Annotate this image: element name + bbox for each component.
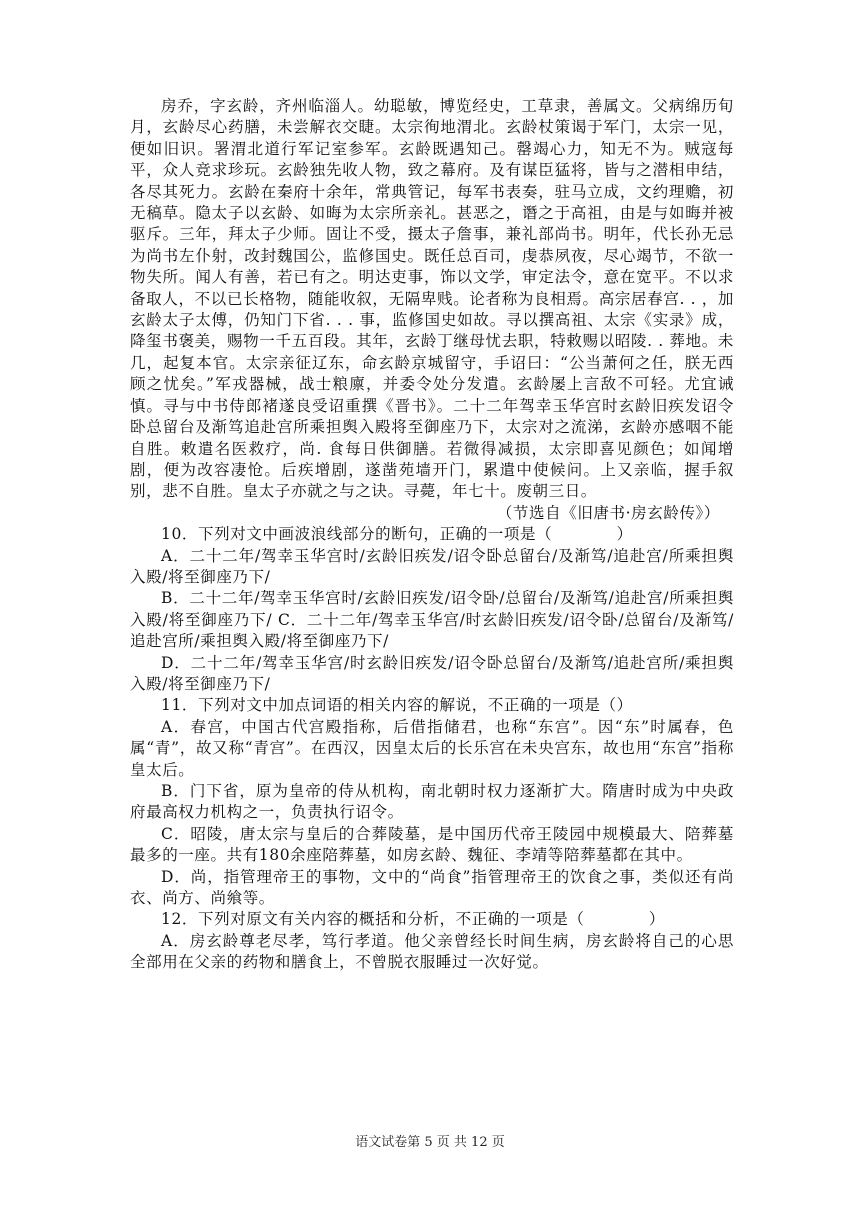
question-option: B．二十二年/驾幸玉华宫时/玄龄旧疾发/诏令卧/总留台/及渐笃/追赴宫/所乘担舆入殿/将至御座乃下/ C．二十二年/驾幸玉华宫/时玄龄旧疾发/诏令卧/总留台/及渐笃/追赴宫所/乘担舆入殿/将至御座乃下/ <box>130 589 734 651</box>
question-stem: 12．下列对原文有关内容的概括和分析，不正确的一项是（ ） <box>161 910 665 929</box>
question-12 <box>130 909 734 973</box>
question-option: D．二十二年/驾幸玉华宫/时玄龄旧疾发/诏令卧总留台/及渐笃/追赴宫所/乘担舆入殿/将至御座乃下/ <box>130 653 734 693</box>
page-footer: 语文试卷第 5 页 共 12 页 <box>355 1135 505 1150</box>
question-option: D．尚，指管理帝王的事物，文中的“尚食”指管理帝王的饮食之事，类似还有尚衣、尚方、尚飨等。 <box>130 867 734 908</box>
passage-text: 房乔，字玄龄，齐州临淄人。幼聪敏，博览经史，工草隶，善属文。父病绵历旬月，玄龄尽心药膳，未尝解衣交睫。太宗徇地渭北。玄龄杖策谒于军门，太宗一见，便如旧识。署渭北道行军记室参军。玄龄既遇知己。罄竭心力，知无不为。贼寇每平，众人竞求珍玩。玄龄独先收人物，致之幕府。及有谋臣猛将，皆与之潜相申结，各尽其死力。玄龄在秦府十余年，常典管记，每军书表奏，驻马立成，文约理赡，初无稿草。隐太子以玄龄、如晦为太宗所亲礼。甚恶之，谮之于高祖，由是与如晦并被驱斥。三年，拜太子少师。固让不受，摄太子詹事，兼礼部尚书。明年，代长孙无忌为尚书左仆射，改封魏国公，监修国史。既任总百司，虔恭夙夜，尽心竭节，不欲一物失所。闻人有善，若已有之。明达吏事，饰以文学，审定法令，意在宽平。不以求备取人，不以已长格物，随能收叙，无隔卑贱。论者称为良相焉。高宗居春宫. . ，加玄龄太子太傅，仍知门下省. . . 事，监修国史如故。寻以撰高祖、太宗《实录》成，降玺书褒美，赐物一千五百段。其年，玄龄丁继母忧去职，特敕赐以昭陵. . 葬地。未几，起复本官。太宗亲征辽东，命玄龄京城留守，手诏曰：“公当萧何之任，朕无西顾之忧矣。”军戎器械，战士粮廪，并委令处分发遣。玄龄屡上言敌不可轻。尤宜诫慎。寻与中书侍郎褚遂良受诏重撰《晋书》。二十二年驾幸玉华宫时玄龄旧疾发诏令卧总留台及渐笃追赴宫所乘担舆入殿将至御座乃下，太宗对之流涕，玄龄亦感咽不能自胜。敕遣名医救疗，尚. 食每日供御膳。若微得减损，太宗即喜见颜色；如闻增剧，便为改容凄怆。后疾增剧，遂凿苑墙开门，累遣中使候问。上又亲临，握手叙别，悲不自胜。皇太子亦就之与之诀。寻薨，年七十。废朝三日。 <box>130 97 734 501</box>
question-option: A．二十二年/驾幸玉华宫时/玄龄旧疾发/诏令卧总留台/及渐笃/追赴宫/所乘担舆入殿/将至御座乃下/ <box>130 546 734 586</box>
question-11 <box>130 695 734 909</box>
question-option: B．门下省，原为皇帝的侍从机构，南北朝时权力逐渐扩大。隋唐时成为中央政府最高权力机构之一，负责执行诏令。 <box>130 782 734 822</box>
question-stem: 11．下列对文中加点词语的相关内容的解说，不正确的一项是（） <box>161 696 633 715</box>
question-option: C．昭陵，唐太宗与皇后的合葬陵墓，是中国历代帝王陵园中规模最大、陪葬墓最多的一座。共有180余座陪葬墓，如房玄龄、魏征、李靖等陪葬墓都在其中。 <box>130 824 734 865</box>
question-stem: 10．下列对文中画波浪线部分的断句，正确的一项是（ ） <box>161 525 633 544</box>
passage-source: （节选自《旧唐书·房玄龄传》） <box>496 503 720 522</box>
question-10 <box>130 524 734 695</box>
question-option: A．春宫，中国古代宫殿指称，后借指储君，也称“东宫”。因“东”时属春，色属“青”，故又称“青宫”。在西汉，因皇太后的长乐宫在未央宫东，故也用“东宫”指称皇太后。 <box>130 717 734 779</box>
question-option: A．房玄龄尊老尽孝，笃行孝道。他父亲曾经长时间生病，房玄龄将自己的心思全部用在父亲的药物和膳食上，不曾脱衣服睡过一次好觉。 <box>130 931 734 972</box>
page-content <box>130 96 734 974</box>
